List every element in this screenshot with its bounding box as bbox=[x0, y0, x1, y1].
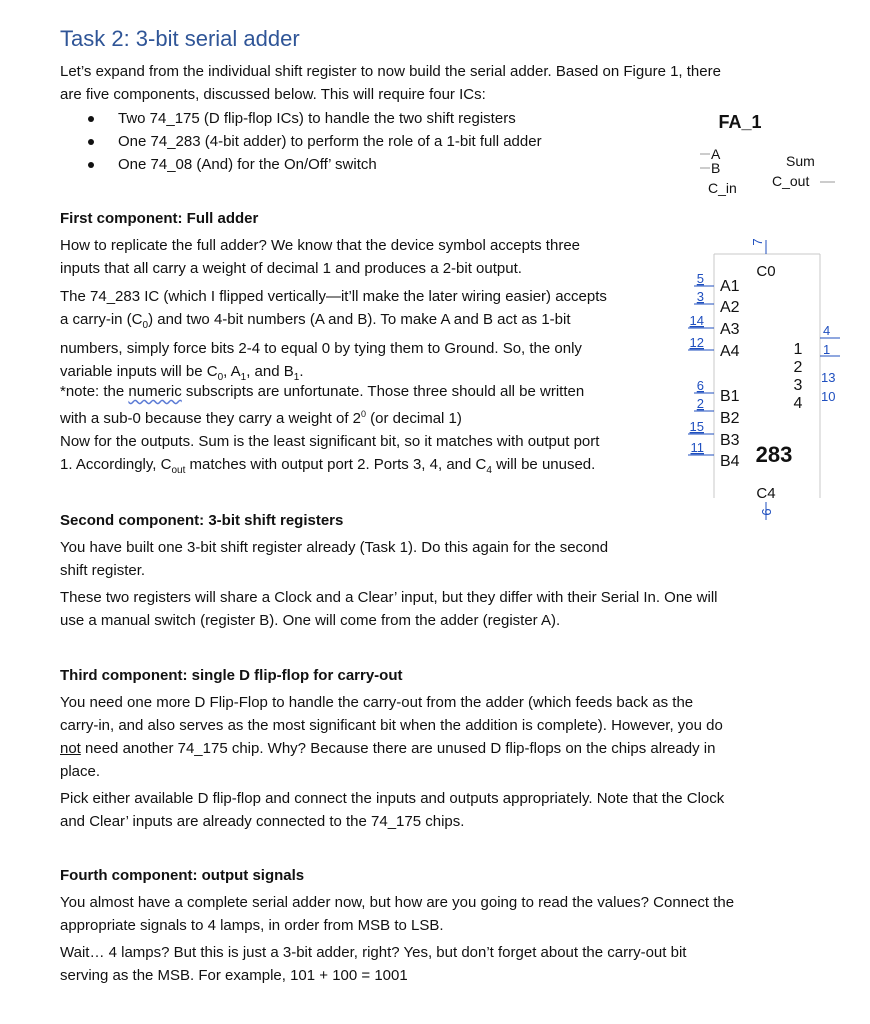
a1-label: A1 bbox=[720, 278, 740, 295]
list-item-text: Two 74_175 (D flip-flop ICs) to handle the two shift registers bbox=[118, 110, 516, 127]
note-paragraph bbox=[60, 380, 584, 430]
paragraph-line: Now for the outputs. Sum is the least significant bit, so it matches with output port bbox=[60, 433, 600, 450]
paragraph-line bbox=[60, 737, 723, 760]
page-title: Task 2: 3-bit serial adder bbox=[60, 26, 300, 51]
bullet-icon bbox=[88, 139, 94, 145]
paragraph-line: You have built one 3-bit shift register already (Task 1). Do this again for the second bbox=[60, 539, 609, 556]
list-item bbox=[88, 107, 608, 130]
output-1-pin-number: 4 bbox=[823, 323, 831, 338]
list-item-text: One 74_08 (And) for the On/Off’ switch bbox=[118, 156, 377, 173]
paragraph-line: carry-in, and also serves as the most significant bit when the addition is complete). However, you do bbox=[60, 717, 723, 734]
b3-pin-number: 15 bbox=[689, 419, 704, 434]
paragraph-line bbox=[60, 380, 584, 403]
underlined-word: not bbox=[60, 740, 81, 757]
paragraph-line bbox=[60, 453, 599, 482]
superscript: 0 bbox=[361, 409, 367, 419]
text-run: with a sub-0 because they carry a weight of 2 bbox=[60, 410, 361, 427]
text-run: . bbox=[299, 363, 304, 380]
paragraph-line: These two registers will share a Clock and a Clear’ input, but they differ with their Serial In. One will bbox=[60, 589, 718, 606]
text-run: *note: the bbox=[60, 383, 129, 400]
b4-pin-number: 11 bbox=[690, 440, 704, 455]
paragraph bbox=[60, 787, 724, 833]
fa-input-b: B bbox=[711, 160, 721, 176]
c4-label: C4 bbox=[756, 485, 776, 502]
a4-label: A4 bbox=[720, 343, 740, 360]
full-adder-symbol bbox=[680, 100, 840, 210]
list-item bbox=[88, 130, 608, 153]
b1-label: B1 bbox=[720, 388, 740, 405]
c0-label: C0 bbox=[756, 263, 776, 280]
bullet-icon bbox=[88, 162, 94, 168]
component-list bbox=[88, 107, 608, 177]
paragraph bbox=[60, 586, 718, 632]
text-run: need another 74_175 chip. Why? Because there are unused D flip-flops on the chips already in bbox=[80, 740, 716, 757]
text-run: subscripts are unfortunate. Those three should all be written bbox=[181, 383, 585, 400]
a2-pin-number: 3 bbox=[696, 289, 704, 304]
output-2-pin-number: 1 bbox=[823, 342, 831, 357]
bullet-icon bbox=[88, 116, 94, 122]
b2-pin-number: 2 bbox=[696, 396, 704, 411]
text-run: (or decimal 1) bbox=[366, 410, 462, 427]
paragraph-line: shift register. bbox=[60, 562, 146, 579]
text-run: 1. Accordingly, C bbox=[60, 456, 172, 473]
paragraph bbox=[60, 941, 686, 987]
output-4-pin-number: 10 bbox=[821, 389, 836, 404]
subscript: out bbox=[171, 465, 186, 476]
chip-part-number: 283 bbox=[755, 442, 793, 467]
fa-output-cout: C_out bbox=[772, 173, 810, 189]
intro-line: Let’s expand from the individual shift register to now build the serial adder. Based on Figure 1, there bbox=[60, 63, 721, 80]
paragraph-line: and Clear’ inputs are already connected to the 74_175 chips. bbox=[60, 813, 465, 830]
output-4-label: 4 bbox=[793, 395, 803, 412]
fa-name-label: FA_1 bbox=[718, 112, 762, 132]
paragraph-line: use a manual switch (register B). One will come from the adder (register A). bbox=[60, 612, 561, 629]
list-item bbox=[88, 153, 608, 176]
section-heading: Second component: 3-bit shift registers bbox=[60, 512, 344, 529]
paragraph bbox=[60, 285, 607, 389]
b1-pin-number: 6 bbox=[696, 378, 704, 393]
adder-283-chip-symbol bbox=[680, 228, 860, 523]
paragraph-line bbox=[60, 308, 607, 337]
paragraph bbox=[60, 234, 580, 280]
a1-pin-number: 5 bbox=[696, 271, 704, 286]
subscript: 0 bbox=[142, 320, 149, 331]
a3-pin-number: 14 bbox=[689, 313, 704, 328]
c4-pin-number: 9 bbox=[759, 508, 774, 516]
a4-pin-number: 12 bbox=[689, 335, 704, 350]
a3-label: A3 bbox=[720, 321, 740, 338]
c0-pin-number: 7 bbox=[750, 238, 765, 246]
paragraph-line: inputs that all carry a weight of decimal 1 and produces a 2-bit output. bbox=[60, 260, 522, 277]
b4-label: B4 bbox=[720, 453, 740, 470]
subscript: 4 bbox=[486, 465, 492, 476]
paragraph-line bbox=[60, 403, 584, 430]
intro-line: are five components, discussed below. This will require four ICs: bbox=[60, 86, 486, 103]
paragraph-line: The 74_283 IC (which I flipped vertically—it’ll make the later wiring easier) accepts bbox=[60, 288, 607, 305]
paragraph bbox=[60, 536, 608, 582]
section-heading: Fourth component: output signals bbox=[60, 867, 305, 884]
b3-label: B3 bbox=[720, 432, 740, 449]
fa-output-sum: Sum bbox=[786, 153, 815, 169]
output-2-label: 2 bbox=[793, 359, 803, 376]
paragraph-line: numbers, simply force bits 2-4 to equal 0 by tying them to Ground. So, the only bbox=[60, 340, 582, 357]
paragraph-line: place. bbox=[60, 763, 101, 780]
text-run: will be unused. bbox=[491, 456, 596, 473]
a2-label: A2 bbox=[720, 299, 740, 316]
section-heading: Third component: single D flip-flop for carry-out bbox=[60, 667, 403, 684]
paragraph bbox=[60, 691, 723, 783]
spellcheck-word: numeric bbox=[128, 383, 182, 400]
text-run: , and B bbox=[246, 363, 294, 380]
intro-paragraph bbox=[60, 60, 721, 106]
paragraph-line: serving as the MSB. For example, 101 + 100 = 1001 bbox=[60, 967, 408, 984]
output-1-label: 1 bbox=[793, 341, 803, 358]
paragraph-line: appropriate signals to 4 lamps, in order from MSB to LSB. bbox=[60, 917, 444, 934]
text-run: matches with output port 2. Ports 3, 4, and C bbox=[185, 456, 487, 473]
text-run: ) and two 4-bit numbers (A and B). To make A and B act as 1-bit bbox=[148, 311, 571, 328]
paragraph bbox=[60, 891, 734, 937]
output-3-pin-number: 13 bbox=[821, 370, 836, 385]
b2-label: B2 bbox=[720, 410, 740, 427]
fa-input-cin: C_in bbox=[708, 180, 737, 196]
output-3-label: 3 bbox=[793, 377, 803, 394]
text-run: , A bbox=[223, 363, 241, 380]
paragraph-line: Pick either available D flip-flop and connect the inputs and outputs appropriately. Note that the Clock bbox=[60, 790, 725, 807]
paragraph bbox=[60, 430, 599, 482]
text-run: variable inputs will be C bbox=[60, 363, 218, 380]
subscript: 1 bbox=[293, 372, 300, 383]
paragraph-line: How to replicate the full adder? We know that the device symbol accepts three bbox=[60, 237, 580, 254]
paragraph-line: Wait… 4 lamps? But this is just a 3-bit adder, right? Yes, but don’t forget about the carry-out bit bbox=[60, 944, 687, 961]
section-heading: First component: Full adder bbox=[60, 210, 259, 227]
text-run: a carry-in (C bbox=[60, 311, 143, 328]
fa-input-a: A bbox=[711, 146, 721, 162]
paragraph-line: You almost have a complete serial adder now, but how are you going to read the values? Connect the bbox=[60, 894, 735, 911]
subscript: 0 bbox=[217, 372, 224, 383]
subscript: 1 bbox=[240, 372, 247, 383]
paragraph-line: You need one more D Flip-Flop to handle the carry-out from the adder (which feeds back as the bbox=[60, 694, 694, 711]
list-item-text: One 74_283 (4-bit adder) to perform the role of a 1-bit full adder bbox=[118, 133, 542, 150]
